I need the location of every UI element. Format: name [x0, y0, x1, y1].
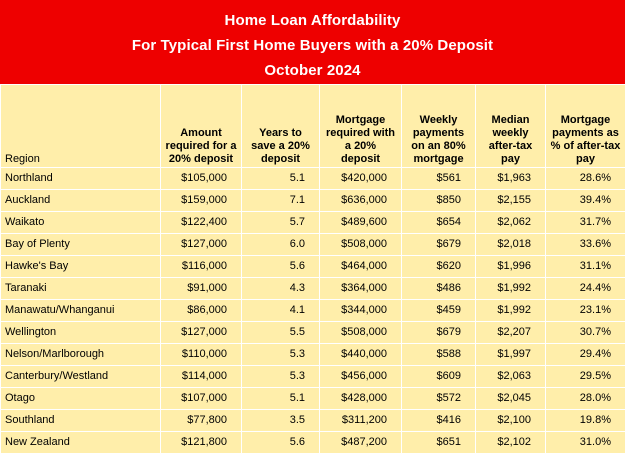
cell-deposit: $159,000	[161, 190, 242, 212]
cell-region: Manawatu/Whanganui	[1, 300, 161, 322]
cell-weekly: $588	[402, 344, 476, 366]
column-header-weekly-payments: Weekly payments on an 80% mortgage	[402, 85, 476, 168]
column-header-years: Years to save a 20% deposit	[242, 85, 320, 168]
cell-years: 3.5	[242, 410, 320, 432]
cell-weekly: $572	[402, 388, 476, 410]
cell-years: 4.3	[242, 278, 320, 300]
cell-mortgage: $344,000	[320, 300, 402, 322]
table-row	[1, 388, 625, 410]
cell-pct: 39.4%	[546, 190, 625, 212]
table-row	[1, 234, 625, 256]
table-header	[1, 85, 625, 168]
cell-pct: 30.7%	[546, 322, 625, 344]
cell-deposit: $122,400	[161, 212, 242, 234]
cell-pay: $1,996	[476, 256, 546, 278]
cell-years: 5.3	[242, 344, 320, 366]
cell-pay: $1,992	[476, 278, 546, 300]
cell-deposit: $114,000	[161, 366, 242, 388]
cell-region: New Zealand	[1, 432, 161, 454]
cell-pay: $1,992	[476, 300, 546, 322]
table-row	[1, 190, 625, 212]
column-header-mortgage: Mortgage required with a 20% deposit	[320, 85, 402, 168]
cell-region: Northland	[1, 168, 161, 190]
cell-pct: 31.1%	[546, 256, 625, 278]
cell-region: Taranaki	[1, 278, 161, 300]
cell-mortgage: $440,000	[320, 344, 402, 366]
cell-region: Canterbury/Westland	[1, 366, 161, 388]
cell-region: Hawke's Bay	[1, 256, 161, 278]
cell-years: 4.1	[242, 300, 320, 322]
cell-years: 5.3	[242, 366, 320, 388]
cell-pay: $2,018	[476, 234, 546, 256]
title-line-3: October 2024	[0, 58, 625, 83]
title-line-1: Home Loan Affordability	[0, 8, 625, 33]
cell-pay: $2,045	[476, 388, 546, 410]
cell-pay: $2,102	[476, 432, 546, 454]
cell-years: 5.6	[242, 432, 320, 454]
table-row	[1, 322, 625, 344]
table-row	[1, 256, 625, 278]
cell-years: 5.5	[242, 322, 320, 344]
table-body	[1, 168, 625, 454]
cell-pct: 19.8%	[546, 410, 625, 432]
cell-mortgage: $311,200	[320, 410, 402, 432]
cell-pay: $2,063	[476, 366, 546, 388]
column-header-percent-pay: Mortgage payments as % of after-tax pay	[546, 85, 625, 168]
cell-region: Bay of Plenty	[1, 234, 161, 256]
cell-mortgage: $508,000	[320, 234, 402, 256]
cell-mortgage: $489,600	[320, 212, 402, 234]
cell-weekly: $679	[402, 322, 476, 344]
title-line-2: For Typical First Home Buyers with a 20% Deposit	[0, 33, 625, 58]
header-row	[1, 85, 625, 168]
cell-mortgage: $487,200	[320, 432, 402, 454]
table-row	[1, 300, 625, 322]
cell-mortgage: $464,000	[320, 256, 402, 278]
cell-region: Waikato	[1, 212, 161, 234]
cell-weekly: $459	[402, 300, 476, 322]
cell-pct: 24.4%	[546, 278, 625, 300]
cell-pct: 33.6%	[546, 234, 625, 256]
cell-weekly: $561	[402, 168, 476, 190]
cell-region: Southland	[1, 410, 161, 432]
table-row	[1, 344, 625, 366]
cell-pct: 23.1%	[546, 300, 625, 322]
cell-deposit: $116,000	[161, 256, 242, 278]
cell-years: 7.1	[242, 190, 320, 212]
cell-weekly: $609	[402, 366, 476, 388]
cell-pay: $2,207	[476, 322, 546, 344]
column-header-median-pay: Median weekly after-tax pay	[476, 85, 546, 168]
cell-pct: 28.0%	[546, 388, 625, 410]
column-header-deposit: Amount required for a 20% deposit	[161, 85, 242, 168]
cell-deposit: $105,000	[161, 168, 242, 190]
cell-pct: 31.7%	[546, 212, 625, 234]
table-row	[1, 278, 625, 300]
cell-pct: 29.4%	[546, 344, 625, 366]
cell-weekly: $620	[402, 256, 476, 278]
cell-weekly: $416	[402, 410, 476, 432]
cell-deposit: $110,000	[161, 344, 242, 366]
cell-deposit: $127,000	[161, 234, 242, 256]
cell-pct: 31.0%	[546, 432, 625, 454]
cell-region: Otago	[1, 388, 161, 410]
table-row	[1, 168, 625, 190]
cell-years: 5.7	[242, 212, 320, 234]
cell-mortgage: $364,000	[320, 278, 402, 300]
cell-pay: $2,062	[476, 212, 546, 234]
cell-deposit: $91,000	[161, 278, 242, 300]
table-row	[1, 366, 625, 388]
cell-mortgage: $420,000	[320, 168, 402, 190]
table-row	[1, 212, 625, 234]
cell-deposit: $121,800	[161, 432, 242, 454]
cell-weekly: $654	[402, 212, 476, 234]
cell-deposit: $107,000	[161, 388, 242, 410]
cell-mortgage: $636,000	[320, 190, 402, 212]
cell-deposit: $86,000	[161, 300, 242, 322]
cell-mortgage: $508,000	[320, 322, 402, 344]
cell-region: Auckland	[1, 190, 161, 212]
cell-years: 5.1	[242, 388, 320, 410]
cell-pay: $1,963	[476, 168, 546, 190]
cell-years: 5.1	[242, 168, 320, 190]
cell-weekly: $850	[402, 190, 476, 212]
cell-region: Wellington	[1, 322, 161, 344]
cell-years: 5.6	[242, 256, 320, 278]
cell-weekly: $486	[402, 278, 476, 300]
cell-region: Nelson/Marlborough	[1, 344, 161, 366]
table-row	[1, 410, 625, 432]
cell-weekly: $651	[402, 432, 476, 454]
cell-pay: $2,155	[476, 190, 546, 212]
cell-deposit: $127,000	[161, 322, 242, 344]
cell-pay: $1,997	[476, 344, 546, 366]
cell-pay: $2,100	[476, 410, 546, 432]
cell-years: 6.0	[242, 234, 320, 256]
cell-deposit: $77,800	[161, 410, 242, 432]
cell-weekly: $679	[402, 234, 476, 256]
title-banner	[0, 0, 625, 84]
column-header-region: Region	[1, 85, 161, 168]
cell-pct: 28.6%	[546, 168, 625, 190]
cell-mortgage: $456,000	[320, 366, 402, 388]
cell-pct: 29.5%	[546, 366, 625, 388]
cell-mortgage: $428,000	[320, 388, 402, 410]
affordability-table	[0, 84, 625, 454]
